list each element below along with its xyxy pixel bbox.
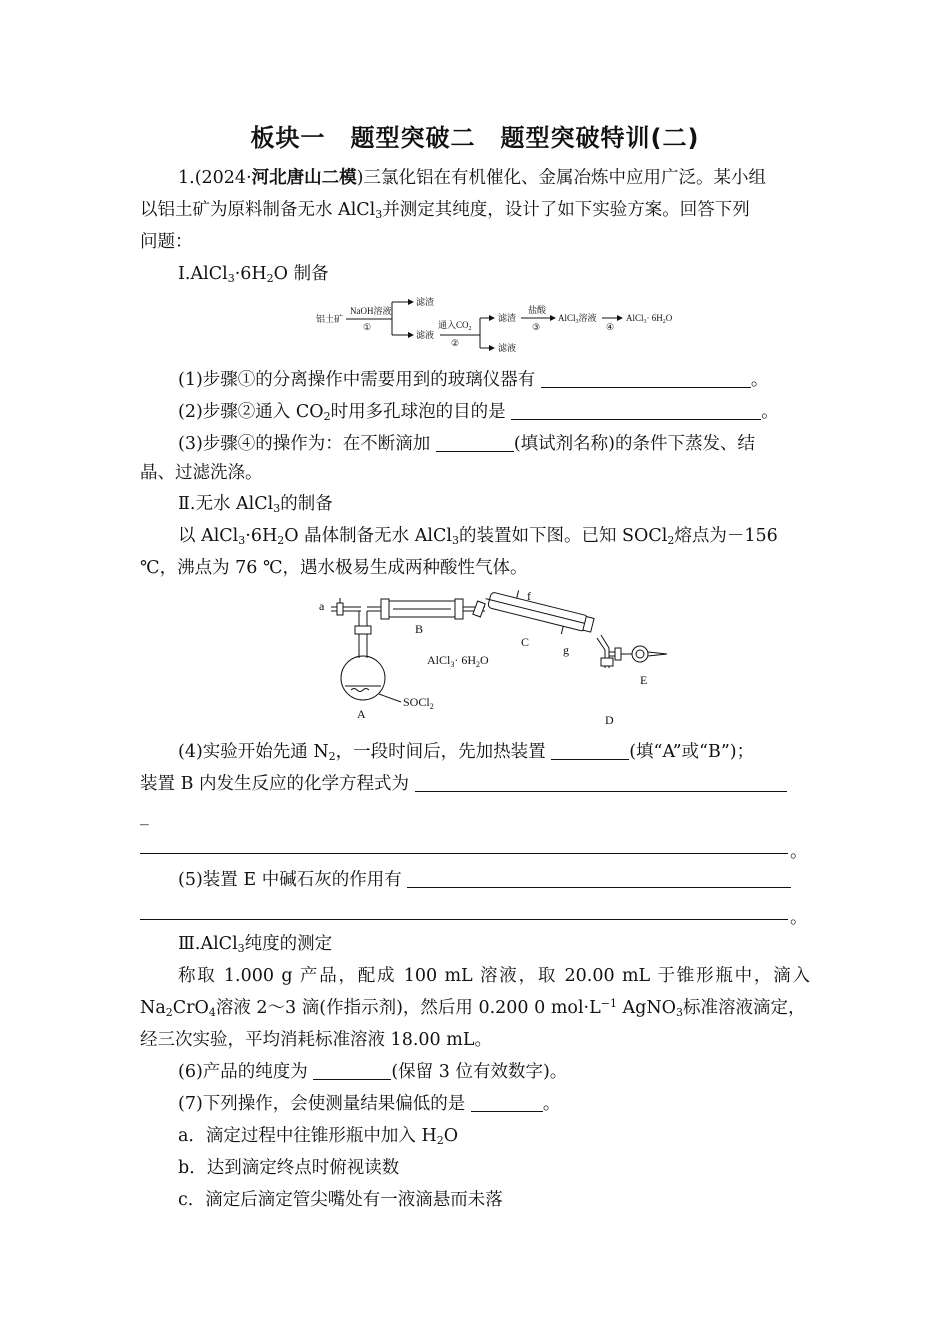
question-4-line2: 装置 B 内发生反应的化学方程式为: [140, 772, 787, 796]
answer-line-5[interactable]: [140, 918, 788, 920]
label-a: a: [319, 599, 325, 613]
label-A: A: [357, 707, 366, 721]
flow-top-2: 滤渣: [498, 313, 517, 323]
flow-reagent-2: 通入$CO_2$: [438, 320, 472, 332]
option-b[interactable]: b．达到滴定终点时俯视读数: [178, 1158, 400, 1178]
question-3-line2: 晶、过滤洗涤。: [140, 463, 263, 483]
flow-start: 铝土矿: [316, 314, 344, 324]
answer-blank-5[interactable]: [407, 869, 791, 888]
section3-heading: Ⅲ.AlCl$_3$纯度的测定: [178, 934, 333, 955]
section2-intro-line1: 以 $AlCl_3\cdot 6H_2O$ 晶体制备无水 AlCl$_3$的装置如下图。已知 SOCl$_2$熔点为－156: [178, 526, 778, 547]
question-4-line3: _: [140, 806, 149, 826]
answer-blank-7[interactable]: [471, 1093, 543, 1112]
label-D: D: [605, 713, 614, 727]
option-c[interactable]: c．滴定后滴定管尖嘴处有一液滴悬而未落: [178, 1190, 503, 1210]
question-1: (1)步骤①的分离操作中需要用到的玻璃仪器有 。: [178, 370, 769, 390]
question-5-line1: (5)装置 E 中碱石灰的作用有: [178, 868, 791, 892]
option-a[interactable]: a．滴定过程中往锥形瓶中加入 $H_2O$: [178, 1126, 459, 1147]
apparatus-diagram: [315, 588, 675, 730]
label-g: g: [563, 643, 569, 657]
flow-bottom-1: 滤液: [416, 330, 435, 340]
label-E: E: [640, 673, 648, 687]
label-B: B: [415, 622, 424, 636]
flow-product-4: AlCl$_3$· $6H_2O$: [626, 313, 673, 325]
process-flow-diagram: [310, 290, 690, 360]
flow-step-1: ①: [363, 322, 372, 332]
answer-blank-6[interactable]: [313, 1061, 391, 1080]
flow-step-2: ②: [451, 338, 460, 348]
q1-intro-line2: 以铝土矿为原料制备无水 AlCl$_3$并测定其纯度，设计了如下实验方案。回答下列: [140, 200, 750, 221]
q1-intro-line1: 1.(2024·河北唐山二模)三氯化铝在有机催化、金属冶炼中应用广泛。某小组: [178, 168, 766, 188]
flow-reagent-1: NaOH溶液: [350, 306, 392, 316]
flow-product-3: AlCl$_3$溶液: [558, 313, 597, 325]
section1-heading: $Ⅰ.AlCl_3\cdot 6H_2O$ 制备: [178, 264, 329, 285]
q1-intro-line3: 问题：: [140, 232, 193, 252]
question-6: (6)产品的纯度为 (保留 3 位有效数字)。: [178, 1062, 568, 1082]
section3-intro-line3: 经三次实验，平均消耗标准溶液 18.00 mL。: [140, 1030, 492, 1050]
question-2: (2)步骤②通入 $CO_2$时用多孔球泡的目的是 。: [178, 402, 779, 423]
section2-heading: Ⅱ.无水 AlCl$_3$的制备: [178, 494, 333, 515]
question-4-line1: (4)实验开始先通 $N_2$，一段时间后，先加热装置 (填“A”或“B”)；: [178, 742, 755, 763]
flow-step-4: ④: [606, 322, 615, 332]
section3-intro-line1: 称取 1.000 g 产品，配成 100 mL 溶液，取 20.00 mL 于锥形瓶中，滴入: [178, 966, 810, 986]
label-socl2: SOCl$_2$: [403, 695, 434, 711]
section3-intro-line2: $Na_2CrO_4$溶液 2～3 滴(作指示剂)，然后用 0.200 0 $mol\cdot L^{-1}$ AgNO$_3$标准溶液滴定，: [140, 997, 806, 1019]
flow-top-1: 滤渣: [416, 297, 435, 307]
question-5-end: 。: [790, 908, 808, 928]
section2-intro-line2: ℃，沸点为 76 ℃，遇水极易生成两种酸性气体。: [140, 558, 528, 578]
label-compound: AlCl$_3$· $6H_2O$: [427, 653, 489, 669]
flow-reagent-3: 盐酸: [528, 305, 547, 315]
question-4-end: 。: [790, 842, 808, 862]
label-f: f: [527, 589, 531, 603]
question-3-line1: (3)步骤④的操作为：在不断滴加 (填试剂名称)的条件下蒸发、结: [178, 434, 756, 454]
answer-blank-3[interactable]: [436, 433, 514, 452]
flow-bottom-2: 滤液: [498, 343, 517, 353]
page-title: 板块一 题型突破二 题型突破特训(二): [250, 124, 700, 152]
label-C: C: [521, 635, 530, 649]
answer-line-4[interactable]: [140, 852, 788, 854]
answer-blank-4a[interactable]: [551, 741, 629, 760]
answer-blank-4b[interactable]: [415, 773, 787, 792]
answer-blank-1[interactable]: [541, 369, 751, 388]
flow-step-3: ③: [532, 322, 541, 332]
question-7: (7)下列操作，会使测量结果偏低的是 。: [178, 1094, 561, 1114]
answer-blank-2[interactable]: [511, 401, 761, 420]
